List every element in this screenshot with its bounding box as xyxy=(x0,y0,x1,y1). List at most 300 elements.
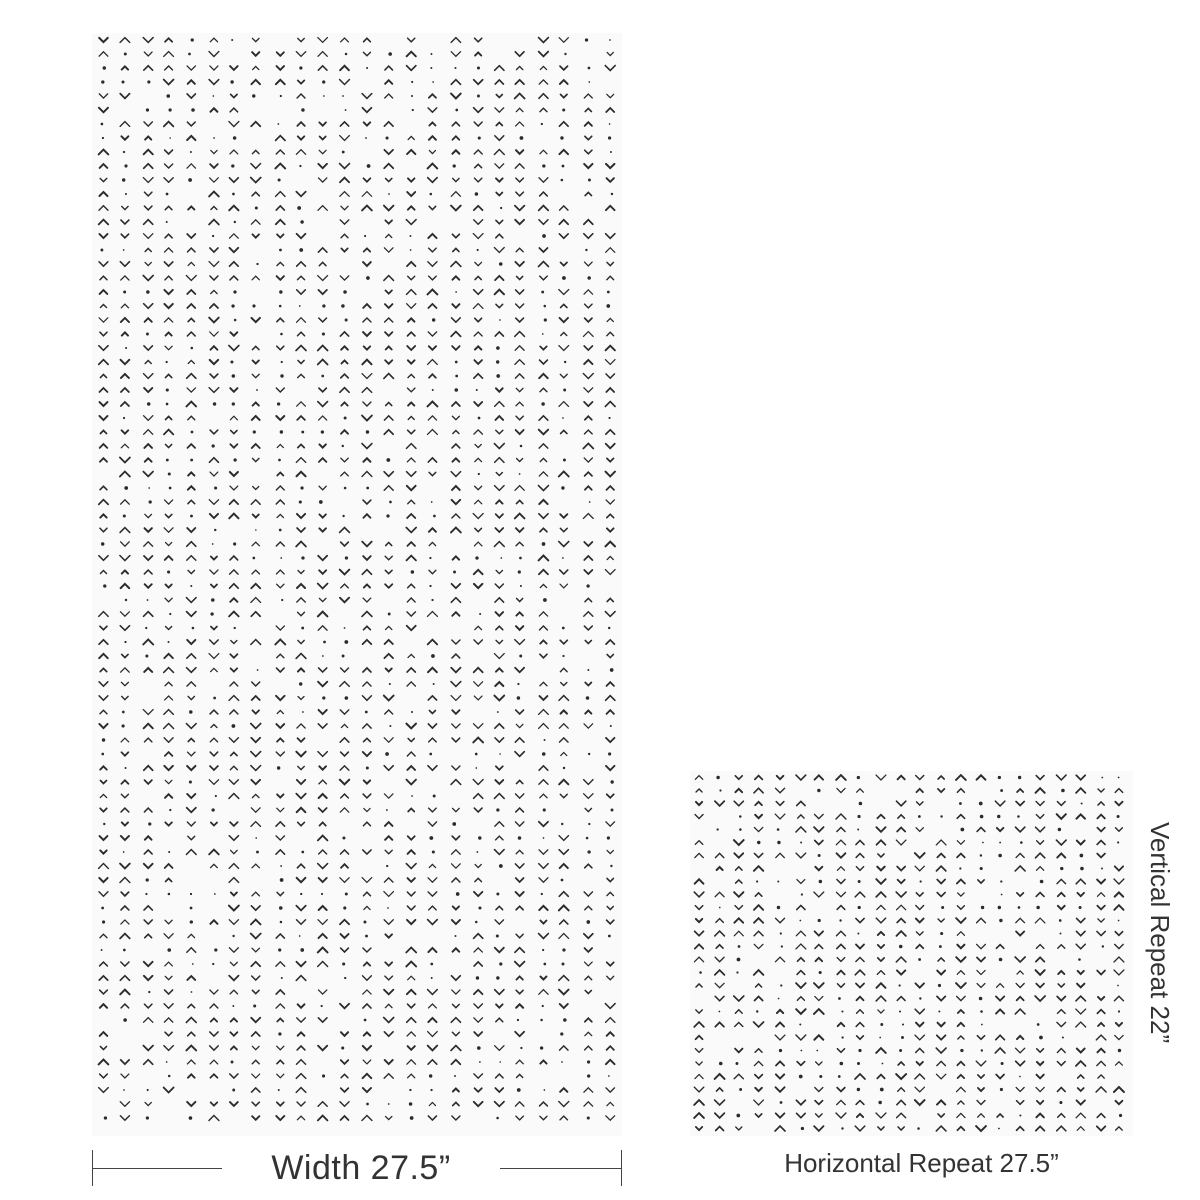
chevron-up-mark xyxy=(1015,1009,1025,1014)
chevron-up-mark xyxy=(754,931,763,936)
chevron-down-mark xyxy=(516,192,524,196)
chevron-down-mark xyxy=(539,248,547,252)
chevron-down-mark xyxy=(318,752,327,757)
chevron-up-mark xyxy=(607,1102,614,1105)
chevron-up-mark xyxy=(408,318,414,321)
dot-mark xyxy=(496,346,500,350)
chevron-down-mark xyxy=(475,444,481,447)
dot-mark xyxy=(563,767,565,769)
chevron-down-mark xyxy=(1036,801,1044,805)
chevron-up-mark xyxy=(429,738,437,742)
chevron-up-mark xyxy=(384,1074,393,1079)
chevron-down-mark xyxy=(878,958,884,961)
chevron-down-mark xyxy=(856,867,863,871)
dot-mark xyxy=(799,1075,803,1079)
chevron-down-mark xyxy=(495,738,504,742)
chevron-up-mark xyxy=(298,444,304,447)
chevron-up-mark xyxy=(474,990,483,994)
dot-mark xyxy=(342,445,344,447)
chevron-down-mark xyxy=(607,962,614,966)
chevron-down-mark xyxy=(916,775,924,779)
chevron-up-mark xyxy=(252,864,259,868)
chevron-up-mark xyxy=(540,458,546,461)
chevron-down-mark xyxy=(187,612,196,617)
chevron-up-mark xyxy=(385,822,393,826)
chevron-down-mark xyxy=(878,1127,884,1130)
chevron-up-mark xyxy=(516,780,522,783)
chevron-down-mark xyxy=(143,1046,153,1051)
chevron-up-mark xyxy=(251,598,261,603)
dot-mark xyxy=(363,921,366,924)
chevron-down-mark xyxy=(252,374,259,377)
pattern-canvas-main xyxy=(92,33,622,1136)
chevron-up-mark xyxy=(585,864,592,868)
chevron-down-mark xyxy=(319,528,326,531)
dot-mark xyxy=(323,641,326,644)
chevron-up-mark xyxy=(407,458,415,462)
chevron-up-mark xyxy=(385,710,393,714)
chevron-down-mark xyxy=(915,1100,925,1105)
dot-mark xyxy=(476,851,478,853)
chevron-down-mark xyxy=(408,38,415,42)
chevron-up-mark xyxy=(145,318,152,322)
dot-mark xyxy=(588,753,590,755)
dot-mark xyxy=(587,1060,590,1063)
chevron-up-mark xyxy=(606,108,614,112)
chevron-up-mark xyxy=(99,150,109,155)
dot-mark xyxy=(737,958,741,962)
chevron-down-mark xyxy=(516,710,524,714)
chevron-down-mark xyxy=(251,808,260,812)
chevron-up-mark xyxy=(495,598,504,602)
chevron-down-mark xyxy=(453,178,459,181)
chevron-up-mark xyxy=(561,752,567,755)
chevron-down-mark xyxy=(362,416,372,421)
chevron-up-mark xyxy=(917,789,923,792)
dot-mark xyxy=(564,53,566,55)
chevron-up-mark xyxy=(539,556,549,561)
dot-mark xyxy=(169,809,171,811)
chevron-up-mark xyxy=(856,957,864,961)
dot-mark xyxy=(232,724,236,728)
chevron-down-mark xyxy=(253,514,259,517)
chevron-up-mark xyxy=(210,108,217,112)
dot-mark xyxy=(941,906,944,909)
chevron-up-mark xyxy=(120,934,130,939)
chevron-up-mark xyxy=(878,932,884,935)
chevron-up-mark xyxy=(540,150,547,154)
dot-mark xyxy=(169,613,171,615)
chevron-down-mark xyxy=(166,444,172,447)
dot-mark xyxy=(121,80,124,83)
chevron-down-mark xyxy=(341,668,349,672)
dot-mark xyxy=(300,893,302,895)
dot-mark xyxy=(101,753,104,756)
chevron-up-mark xyxy=(754,970,764,975)
chevron-up-mark xyxy=(120,976,129,981)
chevron-up-mark xyxy=(407,332,414,336)
chevron-down-mark xyxy=(474,220,483,224)
chevron-down-mark xyxy=(164,766,173,770)
chevron-down-mark xyxy=(559,290,569,295)
dot-mark xyxy=(213,402,216,405)
chevron-down-mark xyxy=(121,794,128,798)
chevron-up-mark xyxy=(876,840,885,844)
dot-mark xyxy=(147,1089,149,1091)
dot-mark xyxy=(608,417,610,419)
dot-mark xyxy=(997,815,1000,818)
chevron-up-mark xyxy=(277,654,284,658)
dot-mark xyxy=(255,206,258,209)
dot-mark xyxy=(386,514,389,517)
chevron-up-mark xyxy=(516,1004,523,1007)
chevron-up-mark xyxy=(1098,1023,1104,1026)
dot-mark xyxy=(189,710,192,713)
chevron-down-mark xyxy=(407,892,415,896)
dot-mark xyxy=(780,932,782,934)
chevron-down-mark xyxy=(916,893,923,896)
chevron-down-mark xyxy=(695,906,703,910)
chevron-down-mark xyxy=(231,850,238,853)
chevron-up-mark xyxy=(187,136,195,140)
chevron-up-mark xyxy=(407,668,415,672)
dot-mark xyxy=(610,865,612,867)
chevron-down-mark xyxy=(297,528,305,532)
chevron-up-mark xyxy=(1076,814,1085,818)
chevron-up-mark xyxy=(298,332,305,336)
dot-mark xyxy=(519,473,521,475)
chevron-up-mark xyxy=(341,1074,348,1077)
chevron-down-mark xyxy=(428,878,437,882)
dot-mark xyxy=(389,725,391,727)
dot-mark xyxy=(477,66,480,69)
chevron-up-mark xyxy=(120,122,130,127)
chevron-down-mark xyxy=(560,318,568,322)
chevron-down-mark xyxy=(516,1116,524,1120)
chevron-up-mark xyxy=(1036,893,1044,897)
chevron-down-mark xyxy=(755,1114,761,1117)
chevron-up-mark xyxy=(363,668,371,672)
chevron-down-mark xyxy=(229,948,238,953)
chevron-down-mark xyxy=(144,206,151,210)
chevron-up-mark xyxy=(340,766,349,770)
chevron-down-mark xyxy=(937,996,945,1000)
vertical-repeat-label: Vertical Repeat 22” xyxy=(1145,822,1175,1044)
dot-mark xyxy=(167,641,169,643)
chevron-down-mark xyxy=(187,94,195,98)
chevron-down-mark xyxy=(836,892,845,896)
chevron-down-mark xyxy=(878,854,884,857)
chevron-down-mark xyxy=(1116,1023,1122,1026)
chevron-down-mark xyxy=(1097,828,1104,832)
chevron-down-mark xyxy=(496,94,502,97)
dot-mark xyxy=(124,767,126,769)
chevron-up-mark xyxy=(144,724,153,729)
chevron-up-mark xyxy=(515,738,524,742)
chevron-up-mark xyxy=(252,192,259,196)
chevron-up-mark xyxy=(1036,957,1044,961)
dot-mark xyxy=(496,374,500,378)
dot-mark xyxy=(252,94,255,97)
chevron-up-mark xyxy=(122,66,128,69)
dot-mark xyxy=(214,529,216,531)
chevron-down-mark xyxy=(815,996,823,1000)
chevron-down-mark xyxy=(916,919,924,923)
dot-mark xyxy=(857,1088,860,1091)
chevron-up-mark xyxy=(977,828,985,832)
dot-mark xyxy=(959,802,962,805)
chevron-up-mark xyxy=(797,801,805,805)
chevron-up-mark xyxy=(145,136,151,139)
chevron-down-mark xyxy=(408,836,415,839)
chevron-down-mark xyxy=(276,696,285,700)
chevron-up-mark xyxy=(538,262,548,267)
chevron-down-mark xyxy=(715,1113,725,1118)
chevron-down-mark xyxy=(341,1088,349,1092)
chevron-down-mark xyxy=(516,150,523,154)
chevron-down-mark xyxy=(408,1004,415,1008)
chevron-up-mark xyxy=(297,598,306,602)
dot-mark xyxy=(899,1010,901,1012)
chevron-down-mark xyxy=(429,570,436,573)
dot-mark xyxy=(588,67,591,70)
chevron-down-mark xyxy=(144,304,153,309)
chevron-up-mark xyxy=(1036,1114,1043,1118)
chevron-up-mark xyxy=(187,948,196,952)
dot-mark xyxy=(499,319,501,321)
chevron-down-mark xyxy=(1057,802,1065,806)
chevron-down-mark xyxy=(319,150,326,153)
chevron-up-mark xyxy=(407,52,416,57)
chevron-up-mark xyxy=(100,304,106,307)
chevron-up-mark xyxy=(797,905,805,909)
chevron-down-mark xyxy=(540,920,546,923)
chevron-down-mark xyxy=(230,444,237,448)
dot-mark xyxy=(981,1049,983,1051)
chevron-up-mark xyxy=(428,234,436,238)
dot-mark xyxy=(1040,880,1044,884)
chevron-down-mark xyxy=(121,682,128,686)
chevron-down-mark xyxy=(606,1116,615,1120)
chevron-down-mark xyxy=(715,1100,725,1105)
chevron-up-mark xyxy=(997,1114,1003,1117)
chevron-down-mark xyxy=(363,262,371,266)
chevron-down-mark xyxy=(277,794,283,797)
chevron-up-mark xyxy=(318,626,327,630)
chevron-up-mark xyxy=(230,598,237,602)
dot-mark xyxy=(103,823,105,825)
chevron-down-mark xyxy=(452,416,459,419)
dot-mark xyxy=(280,557,282,559)
chevron-down-mark xyxy=(252,1102,259,1106)
chevron-up-mark xyxy=(584,290,593,294)
chevron-down-mark xyxy=(814,1126,823,1131)
chevron-up-mark xyxy=(252,1060,259,1063)
chevron-up-mark xyxy=(996,1035,1005,1039)
dot-mark xyxy=(518,570,521,573)
dot-mark xyxy=(777,906,780,909)
dot-mark xyxy=(587,1074,590,1077)
chevron-up-mark xyxy=(715,1074,725,1079)
chevron-up-mark xyxy=(539,780,548,785)
chevron-down-mark xyxy=(277,808,284,812)
chevron-up-mark xyxy=(277,318,284,321)
chevron-down-mark xyxy=(165,780,172,783)
chevron-down-mark xyxy=(755,815,762,818)
chevron-up-mark xyxy=(318,948,328,953)
dot-mark xyxy=(496,934,499,937)
chevron-up-mark xyxy=(755,996,763,1000)
dot-mark xyxy=(166,388,169,391)
dot-mark xyxy=(232,374,235,377)
chevron-down-mark xyxy=(957,996,965,1000)
chevron-down-mark xyxy=(473,724,482,729)
dot-mark xyxy=(322,304,325,307)
dot-mark xyxy=(300,948,304,952)
chevron-up-mark xyxy=(144,220,153,225)
chevron-up-mark xyxy=(585,1018,592,1022)
chevron-up-mark xyxy=(408,402,414,405)
dot-mark xyxy=(1062,1036,1064,1038)
dot-mark xyxy=(148,822,151,825)
chevron-up-mark xyxy=(916,945,923,949)
chevron-up-mark xyxy=(100,164,108,168)
chevron-down-mark xyxy=(560,528,567,531)
dot-mark xyxy=(519,557,522,560)
chevron-up-mark xyxy=(296,1088,306,1093)
chevron-up-mark xyxy=(607,514,614,517)
chevron-up-mark xyxy=(877,971,884,975)
chevron-down-mark xyxy=(585,948,593,952)
dot-mark xyxy=(736,971,738,973)
chevron-down-mark xyxy=(340,570,350,575)
chevron-up-mark xyxy=(165,682,172,686)
chevron-down-mark xyxy=(407,346,415,350)
chevron-down-mark xyxy=(917,802,923,805)
dot-mark xyxy=(841,1127,843,1129)
chevron-up-mark xyxy=(539,500,547,504)
dot-mark xyxy=(608,752,611,755)
chevron-up-mark xyxy=(607,1032,614,1036)
chevron-up-mark xyxy=(188,248,195,252)
chevron-down-mark xyxy=(277,892,284,895)
chevron-down-mark xyxy=(384,1018,394,1023)
chevron-down-mark xyxy=(715,983,724,987)
dot-mark xyxy=(278,178,281,181)
chevron-up-mark xyxy=(898,815,905,818)
chevron-up-mark xyxy=(897,997,905,1001)
chevron-up-mark xyxy=(607,598,613,601)
chevron-down-mark xyxy=(836,1113,846,1118)
chevron-up-mark xyxy=(452,276,459,279)
chevron-up-mark xyxy=(776,1061,784,1065)
dot-mark xyxy=(365,711,368,714)
dot-mark xyxy=(999,919,1002,922)
chevron-down-mark xyxy=(318,920,327,925)
chevron-down-mark xyxy=(495,612,503,616)
chevron-up-mark xyxy=(539,570,548,575)
chevron-up-mark xyxy=(164,430,173,435)
dot-mark xyxy=(147,599,149,601)
chevron-down-mark xyxy=(754,827,762,831)
chevron-down-mark xyxy=(584,724,593,728)
chevron-down-mark xyxy=(251,1018,260,1022)
chevron-up-mark xyxy=(230,416,237,420)
chevron-up-mark xyxy=(144,808,152,812)
chevron-up-mark xyxy=(120,472,130,477)
dot-mark xyxy=(1000,880,1002,882)
chevron-up-mark xyxy=(561,304,567,307)
chevron-up-mark xyxy=(144,66,153,70)
chevron-up-mark xyxy=(996,945,1003,949)
chevron-up-mark xyxy=(209,220,219,225)
dot-mark xyxy=(544,739,546,741)
chevron-up-mark xyxy=(540,1060,546,1063)
chevron-up-mark xyxy=(121,1004,129,1008)
dot-mark xyxy=(256,263,258,265)
dot-mark xyxy=(256,851,259,854)
chevron-down-mark xyxy=(276,724,284,728)
chevron-up-mark xyxy=(515,486,524,491)
chevron-up-mark xyxy=(188,934,195,937)
dot-mark xyxy=(188,53,191,56)
chevron-up-mark xyxy=(937,1100,945,1104)
chevron-up-mark xyxy=(428,948,436,952)
chevron-down-mark xyxy=(320,136,326,139)
dot-mark xyxy=(189,1116,193,1120)
chevron-down-mark xyxy=(298,570,304,573)
chevron-down-mark xyxy=(210,752,218,756)
chevron-down-mark xyxy=(516,528,524,532)
chevron-down-mark xyxy=(560,584,568,588)
chevron-up-mark xyxy=(187,290,195,294)
chevron-down-mark xyxy=(815,840,823,844)
chevron-down-mark xyxy=(251,766,261,771)
chevron-up-mark xyxy=(188,360,194,363)
chevron-down-mark xyxy=(474,1074,483,1078)
chevron-down-mark xyxy=(100,332,107,336)
chevron-up-mark xyxy=(584,556,592,560)
chevron-up-mark xyxy=(427,612,437,617)
chevron-up-mark xyxy=(407,1032,415,1036)
dot-mark xyxy=(562,963,565,966)
horizontal-repeat-label: Horizontal Repeat 27.5” xyxy=(784,1148,1059,1178)
chevron-up-mark xyxy=(385,836,392,840)
chevron-up-mark xyxy=(540,682,547,686)
chevron-up-mark xyxy=(957,1127,964,1131)
chevron-up-mark xyxy=(298,668,304,671)
chevron-up-mark xyxy=(561,430,567,433)
chevron-up-mark xyxy=(384,276,394,281)
dot-mark xyxy=(610,780,613,783)
chevron-up-mark xyxy=(340,388,349,393)
chevron-up-mark xyxy=(408,808,414,811)
dot-mark xyxy=(479,613,481,615)
chevron-up-mark xyxy=(540,108,547,112)
chevron-up-mark xyxy=(474,948,482,952)
chevron-up-mark xyxy=(452,136,459,139)
chevron-up-mark xyxy=(756,984,762,987)
chevron-up-mark xyxy=(341,794,349,798)
dot-mark xyxy=(101,80,104,83)
chevron-up-mark xyxy=(1096,1087,1106,1092)
chevron-up-mark xyxy=(211,864,218,867)
chevron-down-mark xyxy=(876,1113,886,1118)
chevron-down-mark xyxy=(473,234,483,239)
chevron-down-mark xyxy=(298,38,304,41)
dot-mark xyxy=(213,95,215,97)
chevron-down-mark xyxy=(407,920,415,924)
